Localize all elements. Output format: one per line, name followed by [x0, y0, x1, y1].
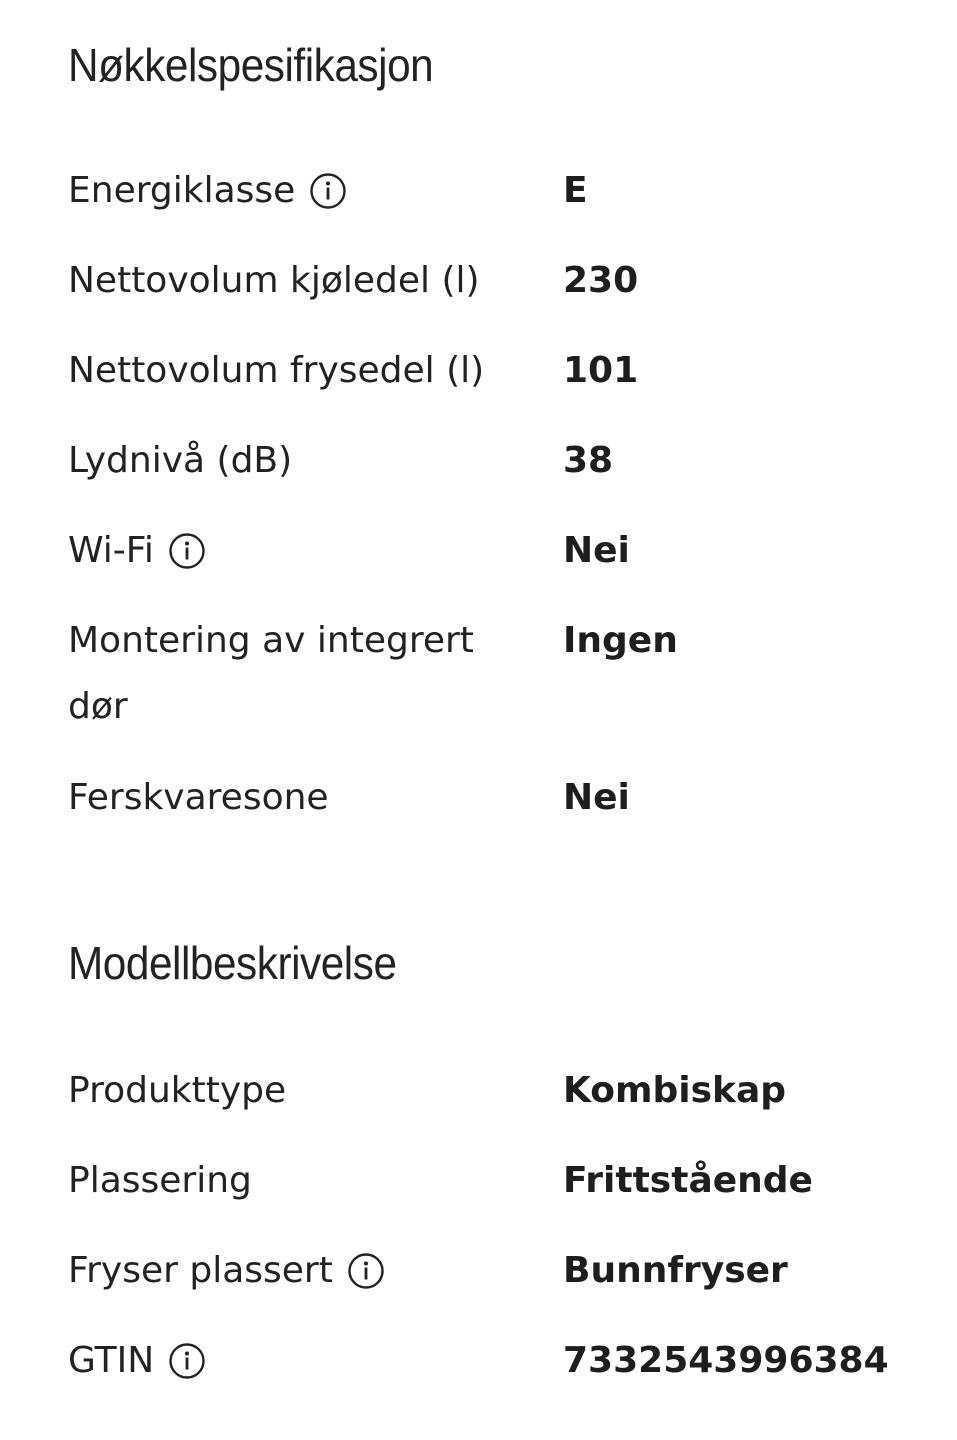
spec-label: Nettovolum kjøledel (l) — [68, 260, 480, 301]
spec-label: Energiklasse — [68, 170, 296, 211]
spec-label-cell — [68, 236, 563, 314]
spec-value: Ingen — [563, 620, 678, 661]
info-circle-icon[interactable] — [168, 1342, 206, 1380]
spec-label-cell — [68, 1136, 563, 1214]
spec-label-cell — [68, 326, 563, 404]
spec-label-cell — [68, 506, 563, 584]
spec-value: E — [563, 170, 588, 211]
spec-label: Ferskvaresone — [68, 777, 329, 818]
spec-label-cell — [68, 1316, 563, 1394]
spec-label: GTIN — [68, 1340, 155, 1381]
spec-label: Wi-Fi — [68, 530, 154, 571]
spec-row-noise-level — [68, 416, 938, 506]
spec-row-product-type — [68, 1046, 938, 1136]
spec-row-energy-class — [68, 146, 938, 236]
spec-value: Bunnfryser — [563, 1250, 788, 1291]
spec-row-fridge-volume — [68, 236, 938, 326]
model-description-list — [68, 1046, 938, 1406]
spec-row-integrated-door — [68, 596, 938, 753]
info-circle-icon[interactable] — [347, 1252, 385, 1290]
info-circle-icon[interactable] — [309, 172, 347, 210]
spec-label-cell — [68, 146, 563, 224]
section-title-model-description: Modellbeskrivelse — [68, 937, 397, 989]
spec-label-cell — [68, 416, 563, 494]
key-specs-list — [68, 146, 938, 843]
info-circle-icon[interactable] — [168, 532, 206, 570]
spec-label: Lydnivå (dB) — [68, 440, 293, 481]
spec-label: Plassering — [68, 1160, 252, 1201]
spec-value: Nei — [563, 777, 630, 818]
spec-value: Nei — [563, 530, 630, 571]
spec-value: 7332543996384 — [563, 1340, 889, 1381]
spec-label-cell — [68, 753, 563, 831]
spec-label-cell — [68, 1046, 563, 1124]
spec-row-freezer-position — [68, 1226, 938, 1316]
spec-value: Frittstående — [563, 1160, 813, 1201]
spec-value: 38 — [563, 440, 614, 481]
spec-value: 230 — [563, 260, 639, 301]
spec-row-gtin — [68, 1316, 938, 1406]
spec-label: Produkttype — [68, 1070, 287, 1111]
spec-value: 101 — [563, 350, 639, 391]
spec-row-wifi — [68, 506, 938, 596]
section-title-key-specs: Nøkkelspesifikasjon — [68, 39, 434, 91]
spec-row-fresh-zone — [68, 753, 938, 843]
spec-label: Nettovolum frysedel (l) — [68, 350, 485, 391]
spec-label: Montering av integrert dør — [68, 620, 474, 727]
spec-row-placement — [68, 1136, 938, 1226]
spec-label-cell — [68, 1226, 563, 1304]
spec-label-cell — [68, 596, 563, 740]
spec-label: Fryser plassert — [68, 1250, 333, 1291]
spec-value: Kombiskap — [563, 1070, 787, 1111]
spec-row-freezer-volume — [68, 326, 938, 416]
